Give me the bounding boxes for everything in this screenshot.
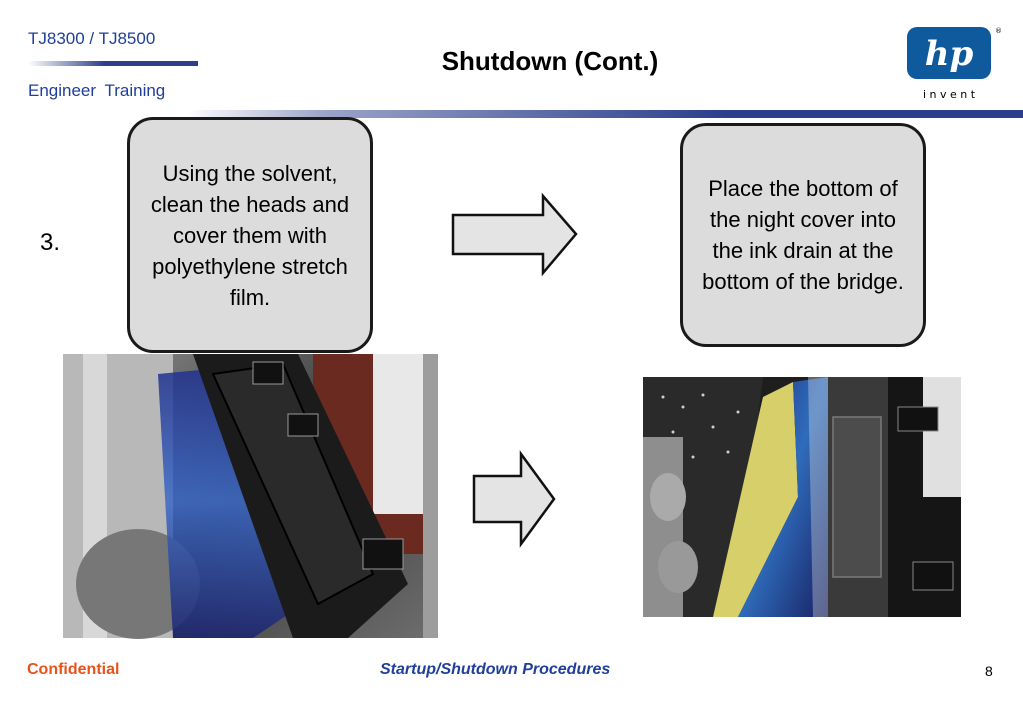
printer-heads-photo (63, 354, 438, 638)
logo-wordmark: hp (924, 34, 974, 74)
header-product: TJ8300 / TJ8500 (28, 29, 156, 48)
hp-logo (903, 25, 1002, 107)
night-cover-photo (643, 377, 961, 617)
callout-clean-heads (127, 117, 373, 353)
footer-confidential: Confidential (27, 661, 120, 678)
footer-section-title: Startup/Shutdown Procedures (380, 661, 611, 678)
logo-tagline: i n v e n t (922, 88, 976, 101)
right-arrow-icon (471, 451, 557, 547)
svg-text:®: ® (995, 27, 1002, 35)
callout-right-text: Place the bottom of the night cover into the ink drain at the bottom of the bridge. (702, 176, 904, 294)
callout-night-cover (680, 123, 926, 347)
page-title: Shutdown (Cont.) (441, 46, 659, 76)
step-number: 3. (40, 229, 61, 256)
page-number: 8 (985, 663, 993, 679)
callout-left-text: Using the solvent, clean the heads and cover them with polyethylene stretch film. (150, 160, 350, 310)
header-subtitle: Engineer Training (28, 81, 166, 100)
header-divider (28, 61, 198, 66)
right-arrow-icon (450, 193, 580, 276)
